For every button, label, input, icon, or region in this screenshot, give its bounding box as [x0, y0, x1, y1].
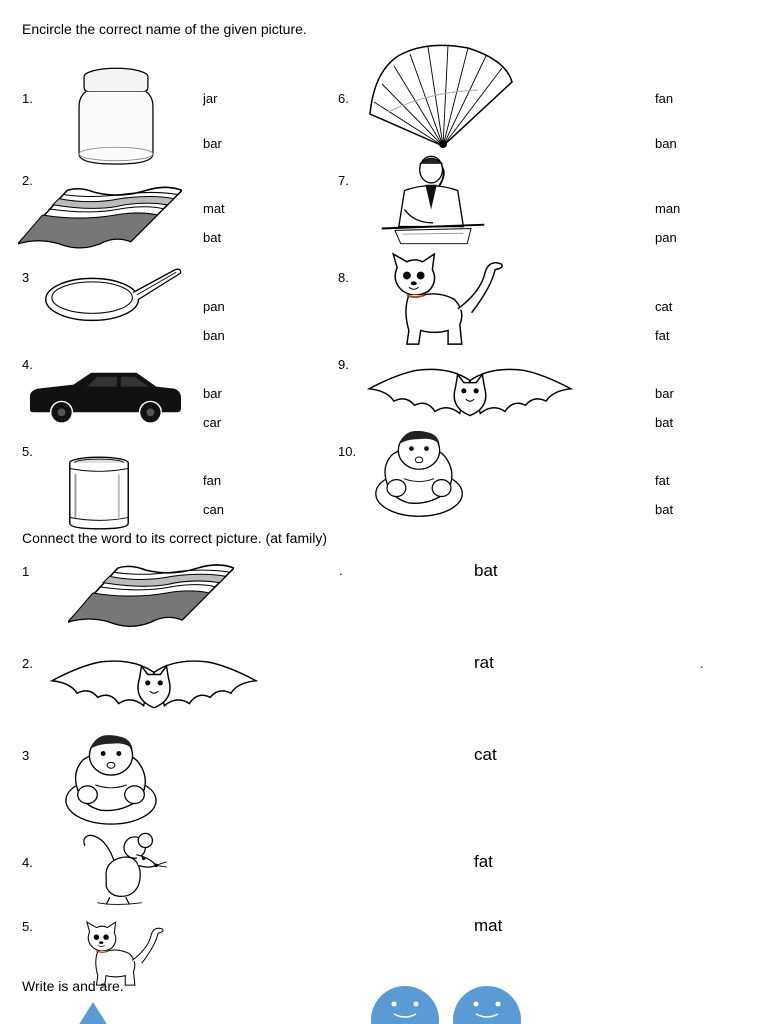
- option-word[interactable]: bat: [655, 502, 674, 517]
- option-word[interactable]: fat: [655, 473, 670, 488]
- item-number: 3: [22, 270, 30, 285]
- fan-picture: [368, 42, 518, 152]
- can-picture: [66, 452, 132, 534]
- dot-mark: .: [339, 563, 343, 578]
- option-word[interactable]: bat: [203, 230, 222, 245]
- option-word[interactable]: bat: [655, 415, 674, 430]
- item-number: 5.: [22, 444, 33, 459]
- bat-picture: [50, 650, 258, 726]
- section3-instruction: Write is and are.: [22, 978, 124, 994]
- smiley-face-fill: [453, 986, 521, 1024]
- jar-picture: [74, 62, 158, 172]
- smiley-face-icon: [452, 984, 522, 1024]
- option-word[interactable]: ban: [655, 136, 677, 151]
- fat-man-picture: [62, 730, 160, 828]
- item-number: 2.: [22, 173, 33, 188]
- option-word[interactable]: pan: [655, 230, 677, 245]
- connect-word[interactable]: rat: [474, 653, 494, 672]
- man-picture: [376, 152, 490, 248]
- mat-picture: [68, 556, 234, 632]
- item-number: 7.: [338, 173, 349, 188]
- car-picture: [26, 368, 184, 424]
- smiley-face-icon: [370, 984, 440, 1024]
- option-word[interactable]: ban: [203, 328, 225, 343]
- option-word[interactable]: cat: [655, 299, 673, 314]
- item-number: 4.: [22, 357, 33, 372]
- item-number: 1: [22, 564, 30, 579]
- option-word[interactable]: bar: [203, 136, 222, 151]
- item-number: 10.: [338, 444, 357, 459]
- item-number: 3: [22, 748, 30, 763]
- option-word[interactable]: car: [203, 415, 222, 430]
- option-word[interactable]: man: [655, 201, 681, 216]
- section1-instruction: Encircle the correct name of the given picture.: [22, 21, 307, 37]
- option-word[interactable]: jar: [203, 91, 218, 106]
- item-number: 8.: [338, 270, 349, 285]
- triangle-shape: [76, 1000, 110, 1024]
- item-number: 4.: [22, 855, 33, 870]
- option-word[interactable]: bar: [655, 386, 674, 401]
- item-number: 1.: [22, 91, 33, 106]
- connect-word[interactable]: bat: [474, 561, 498, 580]
- bat-picture: [366, 360, 574, 432]
- section2-instruction: Connect the word to its correct picture. (at family): [22, 530, 327, 546]
- option-word[interactable]: fan: [655, 91, 674, 106]
- option-word[interactable]: can: [203, 502, 224, 517]
- option-word[interactable]: mat: [203, 201, 225, 216]
- mat-picture: [18, 180, 182, 252]
- item-number: 6.: [338, 91, 349, 106]
- connect-word[interactable]: mat: [474, 916, 503, 935]
- rat-picture: [74, 828, 174, 908]
- option-word[interactable]: pan: [203, 299, 225, 314]
- fat-man-picture: [370, 426, 468, 520]
- connect-word[interactable]: cat: [474, 745, 497, 764]
- option-word[interactable]: bar: [203, 386, 222, 401]
- connect-word[interactable]: fat: [474, 852, 493, 871]
- item-number: 2.: [22, 656, 33, 671]
- smiley-face-fill: [371, 986, 439, 1024]
- triangle-fill: [78, 1002, 108, 1024]
- item-number: 5.: [22, 919, 33, 934]
- option-word[interactable]: fan: [203, 473, 222, 488]
- cat-picture: [382, 252, 522, 350]
- option-word[interactable]: fat: [655, 328, 670, 343]
- item-number: 9.: [338, 357, 349, 372]
- dot-mark: .: [700, 656, 704, 671]
- pan-picture: [44, 256, 184, 334]
